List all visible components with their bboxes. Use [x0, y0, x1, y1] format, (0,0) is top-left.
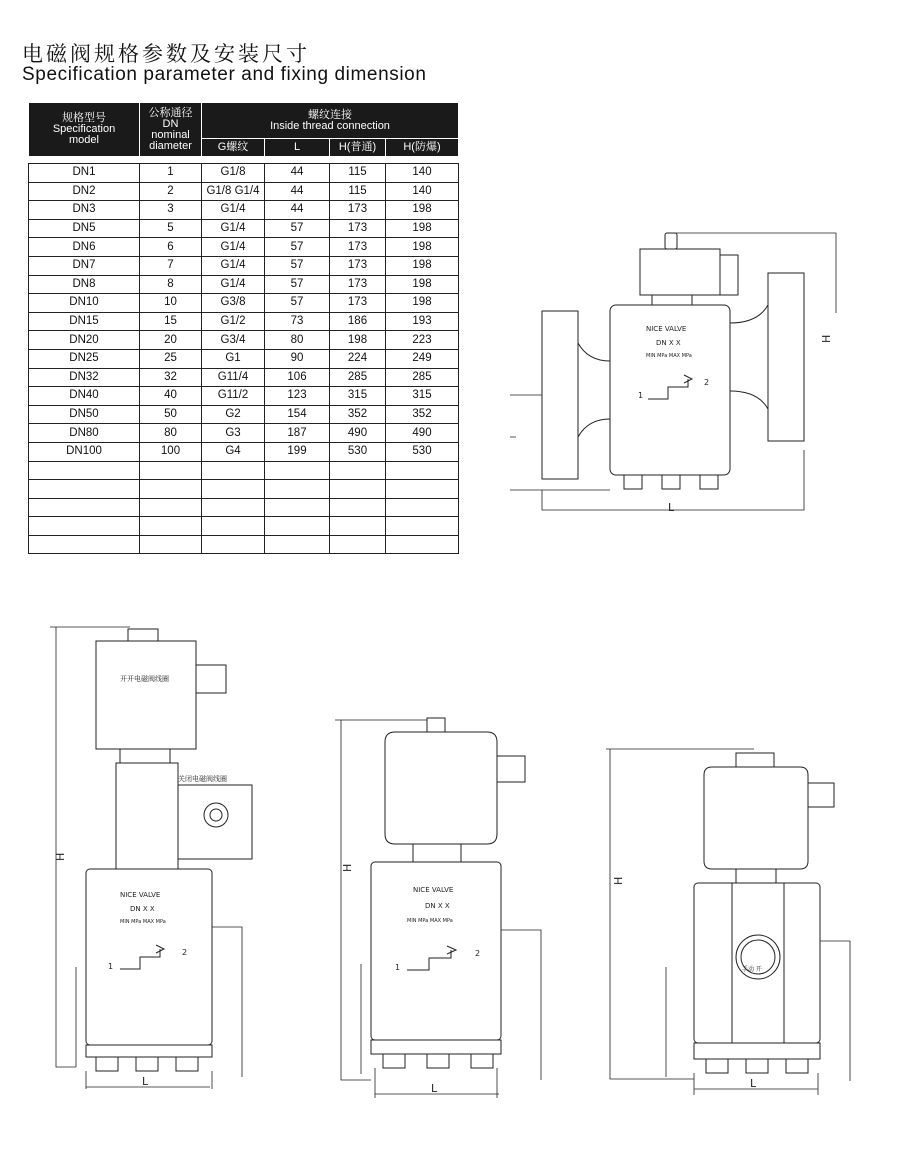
cell-h-explosion: 285 — [386, 368, 459, 387]
model-code-3: DN X X — [425, 902, 450, 910]
cell-dn: 50 — [140, 405, 202, 424]
dim-h-label-2: H — [54, 852, 67, 861]
cell-l: 80 — [265, 331, 330, 350]
cell-l: 187 — [265, 424, 330, 443]
flange-valve-drawing — [500, 225, 845, 520]
cell-dn: 7 — [140, 256, 202, 275]
table-empty-row — [29, 535, 459, 554]
cell-dn: 20 — [140, 331, 202, 350]
cell-h-normal: 173 — [330, 219, 386, 238]
table-row — [29, 275, 459, 294]
open-coil-housing — [96, 641, 196, 749]
cell-l: 44 — [265, 164, 330, 183]
port-1-label-1: 1 — [638, 391, 644, 400]
cell-model: DN100 — [29, 442, 140, 461]
table-row — [29, 256, 459, 275]
empty-cell — [29, 535, 140, 554]
cell-h-normal: 352 — [330, 405, 386, 424]
header-dn-cn: 公称通径 — [148, 106, 193, 119]
cell-l: 154 — [265, 405, 330, 424]
empty-cell — [29, 517, 140, 536]
cell-l: 73 — [265, 312, 330, 331]
cell-model: DN15 — [29, 312, 140, 331]
empty-cell — [330, 498, 386, 517]
empty-cell — [330, 480, 386, 499]
header-h-normal: H(普通) — [330, 139, 386, 157]
cell-l: 199 — [265, 442, 330, 461]
empty-cell — [265, 517, 330, 536]
cell-h-normal: 173 — [330, 275, 386, 294]
empty-cell — [265, 480, 330, 499]
empty-cell — [202, 535, 265, 554]
header-dn-en2: nominal — [151, 128, 190, 141]
model-code-2: DN X X — [130, 905, 155, 913]
header-dn-en1: DN — [162, 117, 179, 130]
cell-h-normal: 315 — [330, 387, 386, 406]
model-code-1: DN X X — [656, 339, 681, 347]
cell-l: 123 — [265, 387, 330, 406]
table-row — [29, 368, 459, 387]
dim-l-label-4: L — [750, 1077, 757, 1090]
open-coil-note: 开开电磁阀线圈 — [120, 675, 169, 683]
table-row — [29, 201, 459, 220]
header-thread-cn: 螺纹连接 — [308, 108, 352, 121]
table-row — [29, 405, 459, 424]
header-g-thread: G螺纹 — [202, 139, 265, 157]
header-thread-en: Inside thread connection — [270, 119, 390, 132]
cell-model: DN5 — [29, 219, 140, 238]
pressure-text-3: MIN MPa MAX MPa — [407, 918, 453, 924]
table-row — [29, 219, 459, 238]
cell-l: 57 — [265, 275, 330, 294]
empty-cell — [265, 535, 330, 554]
cell-dn: 10 — [140, 294, 202, 313]
table-row — [29, 387, 459, 406]
cell-dn: 3 — [140, 201, 202, 220]
empty-cell — [265, 498, 330, 517]
cell-g-thread: G11/4 — [202, 368, 265, 387]
cell-dn: 40 — [140, 387, 202, 406]
cell-h-explosion: 198 — [386, 201, 459, 220]
cell-l: 57 — [265, 256, 330, 275]
dim-l-label-3: L — [431, 1082, 438, 1095]
close-coil-note: 关闭电磁阀线圈 — [178, 775, 227, 783]
cell-model: DN20 — [29, 331, 140, 350]
cell-g-thread: G1/4 — [202, 238, 265, 257]
table-empty-row — [29, 517, 459, 536]
cell-g-thread: G3/8 — [202, 294, 265, 313]
pressure-text-2: MIN MPa MAX MPa — [120, 919, 166, 925]
cell-model: DN1 — [29, 164, 140, 183]
empty-cell — [386, 461, 459, 480]
empty-cell — [265, 461, 330, 480]
empty-cell — [29, 498, 140, 517]
header-model — [29, 103, 140, 157]
spec-table-body — [29, 157, 459, 554]
valve-body-4 — [694, 883, 820, 1043]
cell-h-explosion: 223 — [386, 331, 459, 350]
empty-cell — [29, 480, 140, 499]
coil-housing-3 — [385, 732, 497, 844]
cell-g-thread: G1/8 — [202, 164, 265, 183]
standard-valve-drawing — [335, 712, 550, 1107]
cell-g-thread: G11/2 — [202, 387, 265, 406]
port-1-label-3: 1 — [395, 963, 401, 972]
cell-model: DN2 — [29, 182, 140, 201]
cell-model: DN80 — [29, 424, 140, 443]
brand-label-3: NICE VALVE — [413, 886, 454, 894]
page-title-cn: 电磁阀规格参数及安装尺寸 — [22, 42, 310, 66]
cell-h-normal: 490 — [330, 424, 386, 443]
cell-h-normal: 198 — [330, 331, 386, 350]
cell-h-explosion: 198 — [386, 294, 459, 313]
close-coil-housing — [178, 785, 252, 859]
coil-housing-4 — [704, 767, 808, 869]
cell-g-thread: G3/4 — [202, 331, 265, 350]
cell-dn: 25 — [140, 349, 202, 368]
cell-dn: 100 — [140, 442, 202, 461]
cell-h-explosion: 249 — [386, 349, 459, 368]
cell-model: DN8 — [29, 275, 140, 294]
cell-h-explosion: 140 — [386, 164, 459, 183]
empty-cell — [140, 498, 202, 517]
header-model-en1: Specification — [52, 123, 116, 135]
table-empty-row — [29, 480, 459, 499]
port-2-label-3: 2 — [475, 949, 481, 958]
port-2-label-1: 2 — [704, 378, 710, 387]
empty-cell — [330, 461, 386, 480]
empty-cell — [330, 535, 386, 554]
cell-h-explosion: 315 — [386, 387, 459, 406]
cell-dn: 15 — [140, 312, 202, 331]
empty-cell — [140, 461, 202, 480]
header-l: L — [265, 139, 330, 157]
empty-cell — [140, 535, 202, 554]
cell-h-normal: 173 — [330, 238, 386, 257]
empty-cell — [386, 498, 459, 517]
cell-dn: 1 — [140, 164, 202, 183]
empty-cell — [202, 498, 265, 517]
manual-label: 手动 开 — [742, 966, 762, 973]
dim-l-label-1: L — [668, 501, 675, 514]
empty-cell — [202, 480, 265, 499]
dim-h-label-4: H — [612, 876, 625, 885]
cell-h-normal: 530 — [330, 442, 386, 461]
manual-valve-drawing — [606, 745, 861, 1100]
cell-model: DN3 — [29, 201, 140, 220]
cell-h-explosion: 140 — [386, 182, 459, 201]
cell-h-explosion: 352 — [386, 405, 459, 424]
cell-h-explosion: 490 — [386, 424, 459, 443]
cell-l: 57 — [265, 238, 330, 257]
port-2-label-2: 2 — [182, 948, 188, 957]
pressure-text-1: MIN MPa MAX MPa — [646, 353, 692, 359]
header-thread — [202, 103, 459, 139]
cell-g-thread: G1/4 — [202, 256, 265, 275]
table-row — [29, 182, 459, 201]
header-model-en2: model — [69, 134, 99, 146]
header-dn — [140, 103, 202, 157]
cell-h-normal: 115 — [330, 182, 386, 201]
cell-g-thread: G1/4 — [202, 201, 265, 220]
cell-model: DN6 — [29, 238, 140, 257]
cell-l: 44 — [265, 201, 330, 220]
cell-g-thread: G1/4 — [202, 275, 265, 294]
cell-l: 57 — [265, 294, 330, 313]
cell-h-explosion: 198 — [386, 275, 459, 294]
table-gap-row — [29, 157, 459, 164]
cell-h-normal: 224 — [330, 349, 386, 368]
table-row — [29, 312, 459, 331]
empty-cell — [202, 517, 265, 536]
spec-table — [28, 102, 459, 554]
cell-g-thread: G1/2 — [202, 312, 265, 331]
cell-model: DN7 — [29, 256, 140, 275]
cell-g-thread: G1/8 G1/4 — [202, 182, 265, 201]
dim-h-label-1: H — [820, 334, 833, 343]
cell-model: DN25 — [29, 349, 140, 368]
cell-dn: 2 — [140, 182, 202, 201]
cell-h-explosion: 198 — [386, 219, 459, 238]
cell-h-explosion: 530 — [386, 442, 459, 461]
cell-l: 57 — [265, 219, 330, 238]
empty-cell — [140, 480, 202, 499]
cell-h-normal: 173 — [330, 201, 386, 220]
cell-h-explosion: 193 — [386, 312, 459, 331]
header-h-explosion: H(防爆) — [386, 139, 459, 157]
cell-model: DN40 — [29, 387, 140, 406]
empty-cell — [202, 461, 265, 480]
cell-dn: 8 — [140, 275, 202, 294]
table-row — [29, 349, 459, 368]
cell-g-thread: G1/4 — [202, 219, 265, 238]
table-row — [29, 442, 459, 461]
cell-model: DN10 — [29, 294, 140, 313]
cell-g-thread: G2 — [202, 405, 265, 424]
empty-cell — [29, 461, 140, 480]
dim-h-label-3: H — [341, 863, 354, 872]
table-row — [29, 164, 459, 183]
right-flange — [768, 273, 804, 441]
table-row — [29, 294, 459, 313]
cell-l: 106 — [265, 368, 330, 387]
empty-cell — [386, 517, 459, 536]
table-row — [29, 331, 459, 350]
cell-l: 90 — [265, 349, 330, 368]
header-model-cn: 规格型号 — [62, 112, 106, 124]
cell-g-thread: G3 — [202, 424, 265, 443]
cell-model: DN50 — [29, 405, 140, 424]
left-flange — [542, 311, 578, 479]
dim-l-label-2: L — [142, 1075, 149, 1088]
empty-cell — [386, 480, 459, 499]
cell-dn: 32 — [140, 368, 202, 387]
cell-h-normal: 115 — [330, 164, 386, 183]
table-empty-row — [29, 498, 459, 517]
cell-dn: 6 — [140, 238, 202, 257]
cell-h-normal: 173 — [330, 294, 386, 313]
empty-cell — [386, 535, 459, 554]
table-empty-row — [29, 461, 459, 480]
cell-h-normal: 285 — [330, 368, 386, 387]
port-1-label-2: 1 — [108, 962, 114, 971]
header-dn-en3: diameter — [149, 139, 192, 152]
table-row — [29, 424, 459, 443]
cell-l: 44 — [265, 182, 330, 201]
dual-coil-valve-drawing — [50, 625, 265, 1095]
cell-model: DN32 — [29, 368, 140, 387]
page-title-en: Specification parameter and fixing dimension — [22, 64, 427, 85]
brand-label-2: NICE VALVE — [120, 891, 161, 899]
cell-h-explosion: 198 — [386, 256, 459, 275]
coil-housing — [640, 249, 720, 295]
brand-label-1: NICE VALVE — [646, 325, 687, 333]
empty-cell — [330, 517, 386, 536]
cell-g-thread: G1 — [202, 349, 265, 368]
empty-cell — [140, 517, 202, 536]
cell-h-normal: 173 — [330, 256, 386, 275]
table-row — [29, 238, 459, 257]
cell-g-thread: G4 — [202, 442, 265, 461]
cell-dn: 80 — [140, 424, 202, 443]
cell-h-normal: 186 — [330, 312, 386, 331]
cell-dn: 5 — [140, 219, 202, 238]
cell-h-explosion: 198 — [386, 238, 459, 257]
